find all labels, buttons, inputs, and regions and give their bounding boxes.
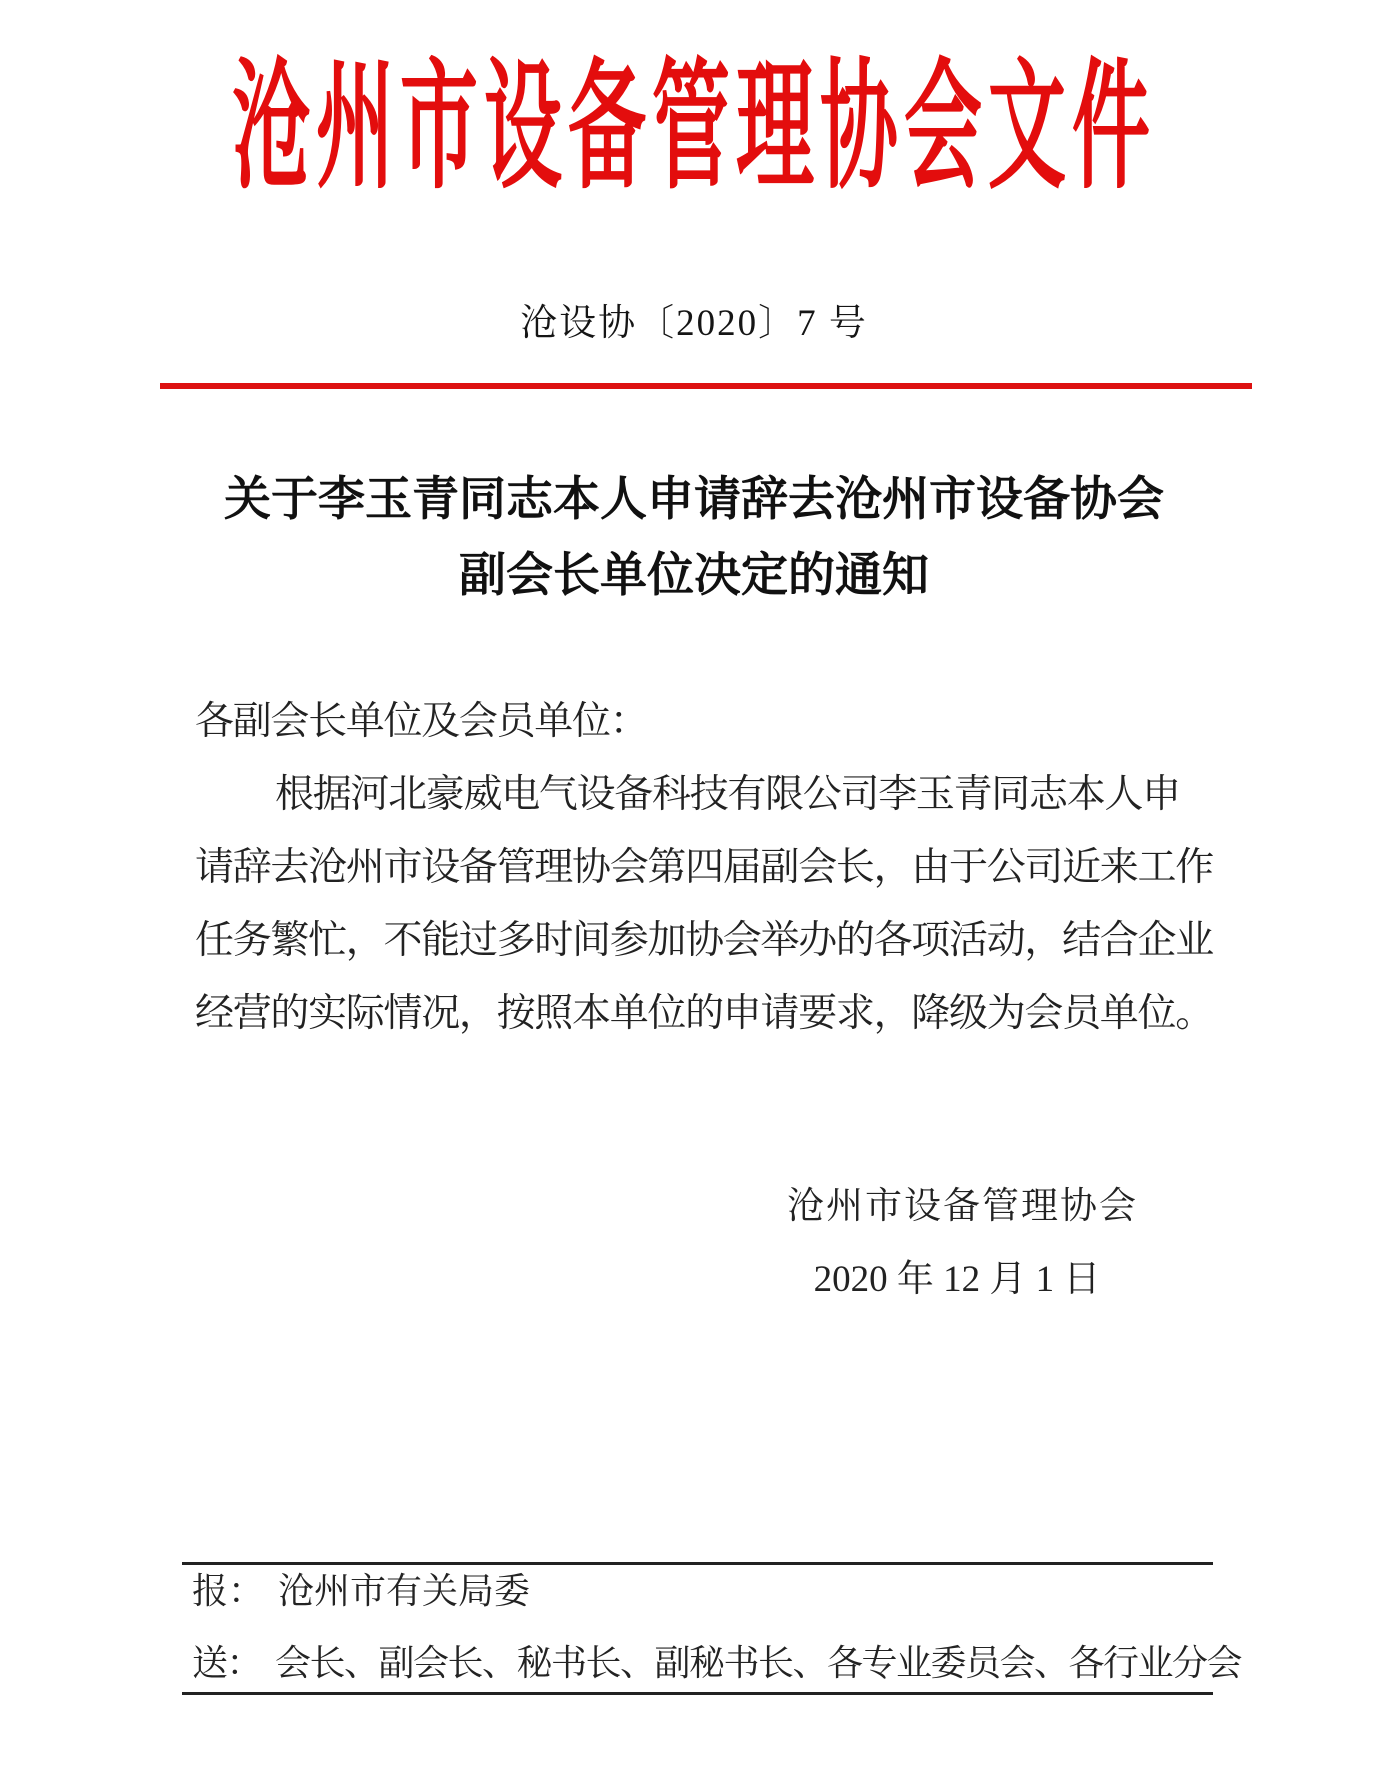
body-line-2: 请辞去沧州市设备管理协会第四届副会长，由于公司近来工作 xyxy=(195,846,1213,889)
signature-org: 沧州市设备管理协会 xyxy=(787,1186,1138,1227)
document-title xyxy=(0,462,1388,614)
body-line-3: 任务繁忙，不能过多时间参加协会举办的各项活动，结合企业 xyxy=(195,919,1213,962)
footer-bottom-rule xyxy=(182,1692,1213,1695)
report-label: 报： xyxy=(192,1571,265,1611)
send-value: 会长、副会长、秘书长、副秘书长、各专业委员会、各行业分会 xyxy=(275,1643,1242,1683)
signature-block xyxy=(787,1170,1138,1316)
body-line-4: 经营的实际情况，按照本单位的申请要求，降级为会员单位。 xyxy=(195,992,1213,1035)
footer-block xyxy=(192,1555,1242,1699)
document-body xyxy=(195,685,1235,1050)
red-divider-line xyxy=(160,383,1252,389)
letterhead-title: 沧州市设备管理协会文件 xyxy=(231,49,1156,206)
doc-number: 沧设协〔2020〕7 号 xyxy=(520,303,868,344)
report-value: 沧州市有关局委 xyxy=(278,1571,531,1611)
footer-report-line xyxy=(192,1555,1232,1627)
document-title-line2: 副会长单位决定的通知 xyxy=(459,550,929,602)
send-label: 送： xyxy=(192,1643,262,1683)
document-title-line1: 关于李玉青同志本人申请辞去沧州市设备协会 xyxy=(224,474,1164,526)
signature-date: 2020 年 12 月 1 日 xyxy=(813,1259,1101,1300)
body-line-1: 根据河北豪威电气设备科技有限公司李玉青同志本人申 xyxy=(275,773,1180,816)
salutation: 各副会长单位及会员单位： xyxy=(195,700,648,743)
footer-send-line xyxy=(192,1627,1242,1699)
